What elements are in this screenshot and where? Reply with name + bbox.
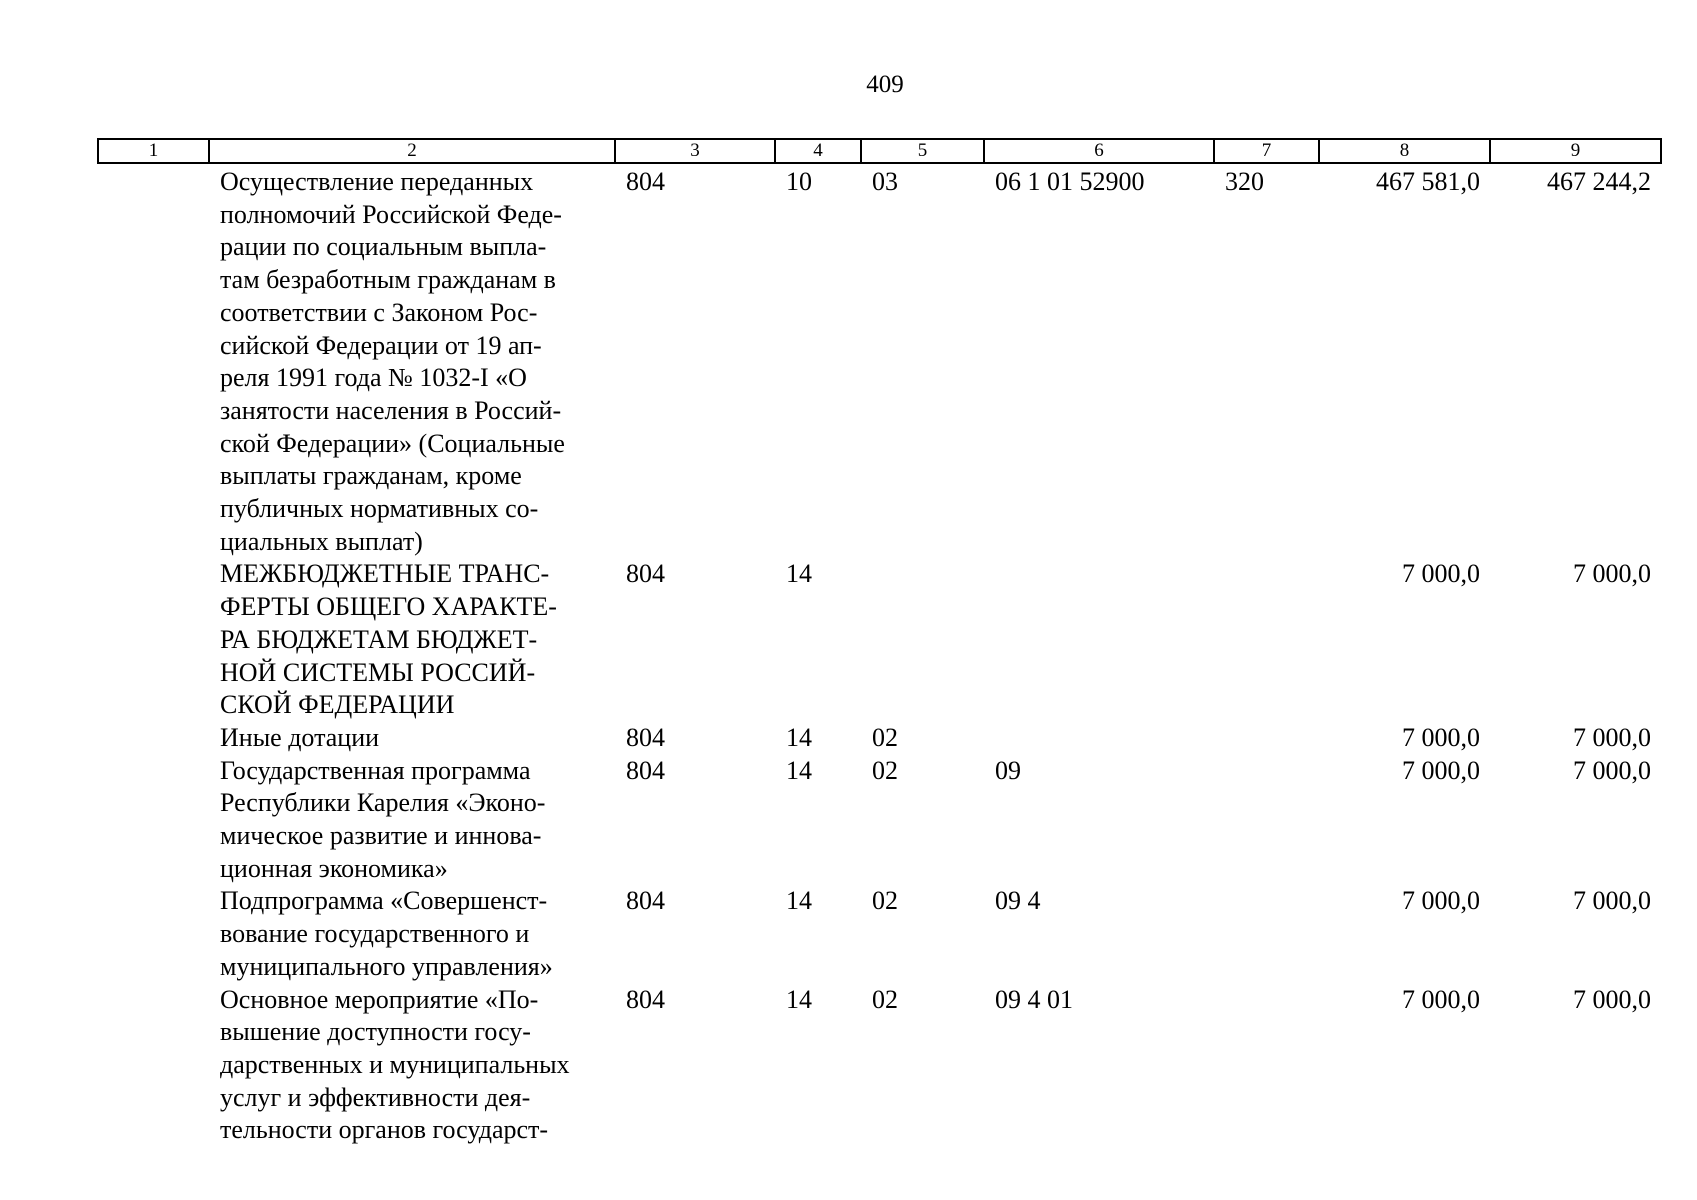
item-name-cell: МЕЖБЮДЖЕТНЫЕ ТРАНС- ФЕРТЫ ОБЩЕГО ХАРАКТЕ- РА БЮДЖЕТАМ БЮДЖЕТ- НОЙ СИСТЕМЫ РОССИЙ- СКОЙ ФЕДЕРАЦИИ xyxy=(220,559,557,720)
item-name-cell: Основное мероприятие «По- вышение доступности госу- дарственных и муниципальных услуг и эффективности дея- тельности органов государст- xyxy=(220,984,570,1145)
section-code-cell: 14 xyxy=(786,559,812,589)
row-number-cell xyxy=(98,984,209,1148)
item-name-cell: Подпрограмма «Совершенст- вование государственного и муниципального управления» xyxy=(220,886,553,981)
section-code-cell: 14 xyxy=(786,984,812,1014)
item-name-cell: Государственная программа Республики Карелия «Эконо- мическое развитие и иннова- ционная экономика» xyxy=(220,755,546,883)
column-header: 7 xyxy=(1214,139,1319,163)
section-code-cell: 14 xyxy=(786,886,812,916)
amount-cell-1: 7 000,0 xyxy=(1402,722,1480,752)
amount-cell-2: 7 000,0 xyxy=(1573,755,1651,785)
expense-type-cell xyxy=(1214,558,1319,722)
target-article-cell: 09 4 xyxy=(995,886,1041,916)
amount-cell-2: 7 000,0 xyxy=(1573,984,1651,1014)
row-number-cell xyxy=(98,722,209,755)
subsection-code-cell xyxy=(861,558,984,722)
expense-type-cell xyxy=(1214,885,1319,983)
item-name-cell: Иные дотации xyxy=(220,722,380,752)
expense-type-cell: 320 xyxy=(1225,167,1264,196)
table-row xyxy=(98,722,1661,755)
amount-cell-2: 7 000,0 xyxy=(1573,559,1651,589)
subsection-code-cell: 03 xyxy=(872,167,898,196)
amount-cell-2: 7 000,0 xyxy=(1573,722,1651,752)
ved-code-cell: 804 xyxy=(626,559,665,589)
row-number-cell xyxy=(98,885,209,983)
column-header: 6 xyxy=(984,139,1214,163)
amount-cell-1: 7 000,0 xyxy=(1402,886,1480,916)
table-row xyxy=(98,984,1661,1148)
table-row xyxy=(98,885,1661,983)
table-row xyxy=(98,163,1661,558)
subsection-code-cell: 02 xyxy=(872,886,898,916)
subsection-code-cell: 02 xyxy=(872,984,898,1014)
table-row xyxy=(98,755,1661,886)
budget-sheet xyxy=(97,138,1660,1147)
ved-code-cell: 804 xyxy=(626,984,665,1014)
amount-cell-1: 7 000,0 xyxy=(1402,559,1480,589)
row-number-cell xyxy=(98,163,209,558)
column-header: 3 xyxy=(615,139,775,163)
column-header: 1 xyxy=(98,139,209,163)
amount-cell-1: 467 581,0 xyxy=(1376,167,1480,196)
amount-cell-1: 7 000,0 xyxy=(1402,755,1480,785)
ved-code-cell: 804 xyxy=(626,886,665,916)
table-body xyxy=(98,163,1661,1147)
amount-cell-1: 7 000,0 xyxy=(1402,984,1480,1014)
target-article-cell: 09 xyxy=(995,755,1021,785)
target-article-cell: 06 1 01 52900 xyxy=(995,167,1145,196)
expense-type-cell xyxy=(1214,755,1319,886)
section-code-cell: 14 xyxy=(786,755,812,785)
target-article-cell xyxy=(984,558,1214,722)
expense-type-cell xyxy=(1214,722,1319,755)
ved-code-cell: 804 xyxy=(626,167,665,196)
amount-cell-2: 7 000,0 xyxy=(1573,886,1651,916)
column-header: 2 xyxy=(209,139,615,163)
target-article-cell xyxy=(984,722,1214,755)
expense-type-cell xyxy=(1214,984,1319,1148)
header-row xyxy=(98,139,1661,163)
row-number-cell xyxy=(98,558,209,722)
ved-code-cell: 804 xyxy=(626,755,665,785)
table-header xyxy=(98,139,1661,163)
column-header: 5 xyxy=(861,139,984,163)
row-number-cell xyxy=(98,755,209,886)
column-header: 9 xyxy=(1490,139,1661,163)
section-code-cell: 10 xyxy=(786,167,812,196)
amount-cell-2: 467 244,2 xyxy=(1547,167,1651,196)
subsection-code-cell: 02 xyxy=(872,755,898,785)
ved-code-cell: 804 xyxy=(626,722,665,752)
page-number: 409 xyxy=(866,71,904,98)
table-row xyxy=(98,558,1661,722)
target-article-cell: 09 4 01 xyxy=(995,984,1073,1014)
column-header: 4 xyxy=(775,139,861,163)
section-code-cell: 14 xyxy=(786,722,812,752)
subsection-code-cell: 02 xyxy=(872,722,898,752)
budget-table xyxy=(97,138,1662,1147)
column-header: 8 xyxy=(1319,139,1490,163)
item-name-cell: Осуществление переданных полномочий Российской Феде- рации по социальным выпла- там безработным гражданам в соответствии с Законом Рос- сийской Федерации от 19 ап- реля 1991 года № 1032-I «О занятости населения в Россий- ской Федерации» (Социальные выплаты гражданам, кроме публичных нормативных со- циальных выплат) xyxy=(220,167,565,556)
